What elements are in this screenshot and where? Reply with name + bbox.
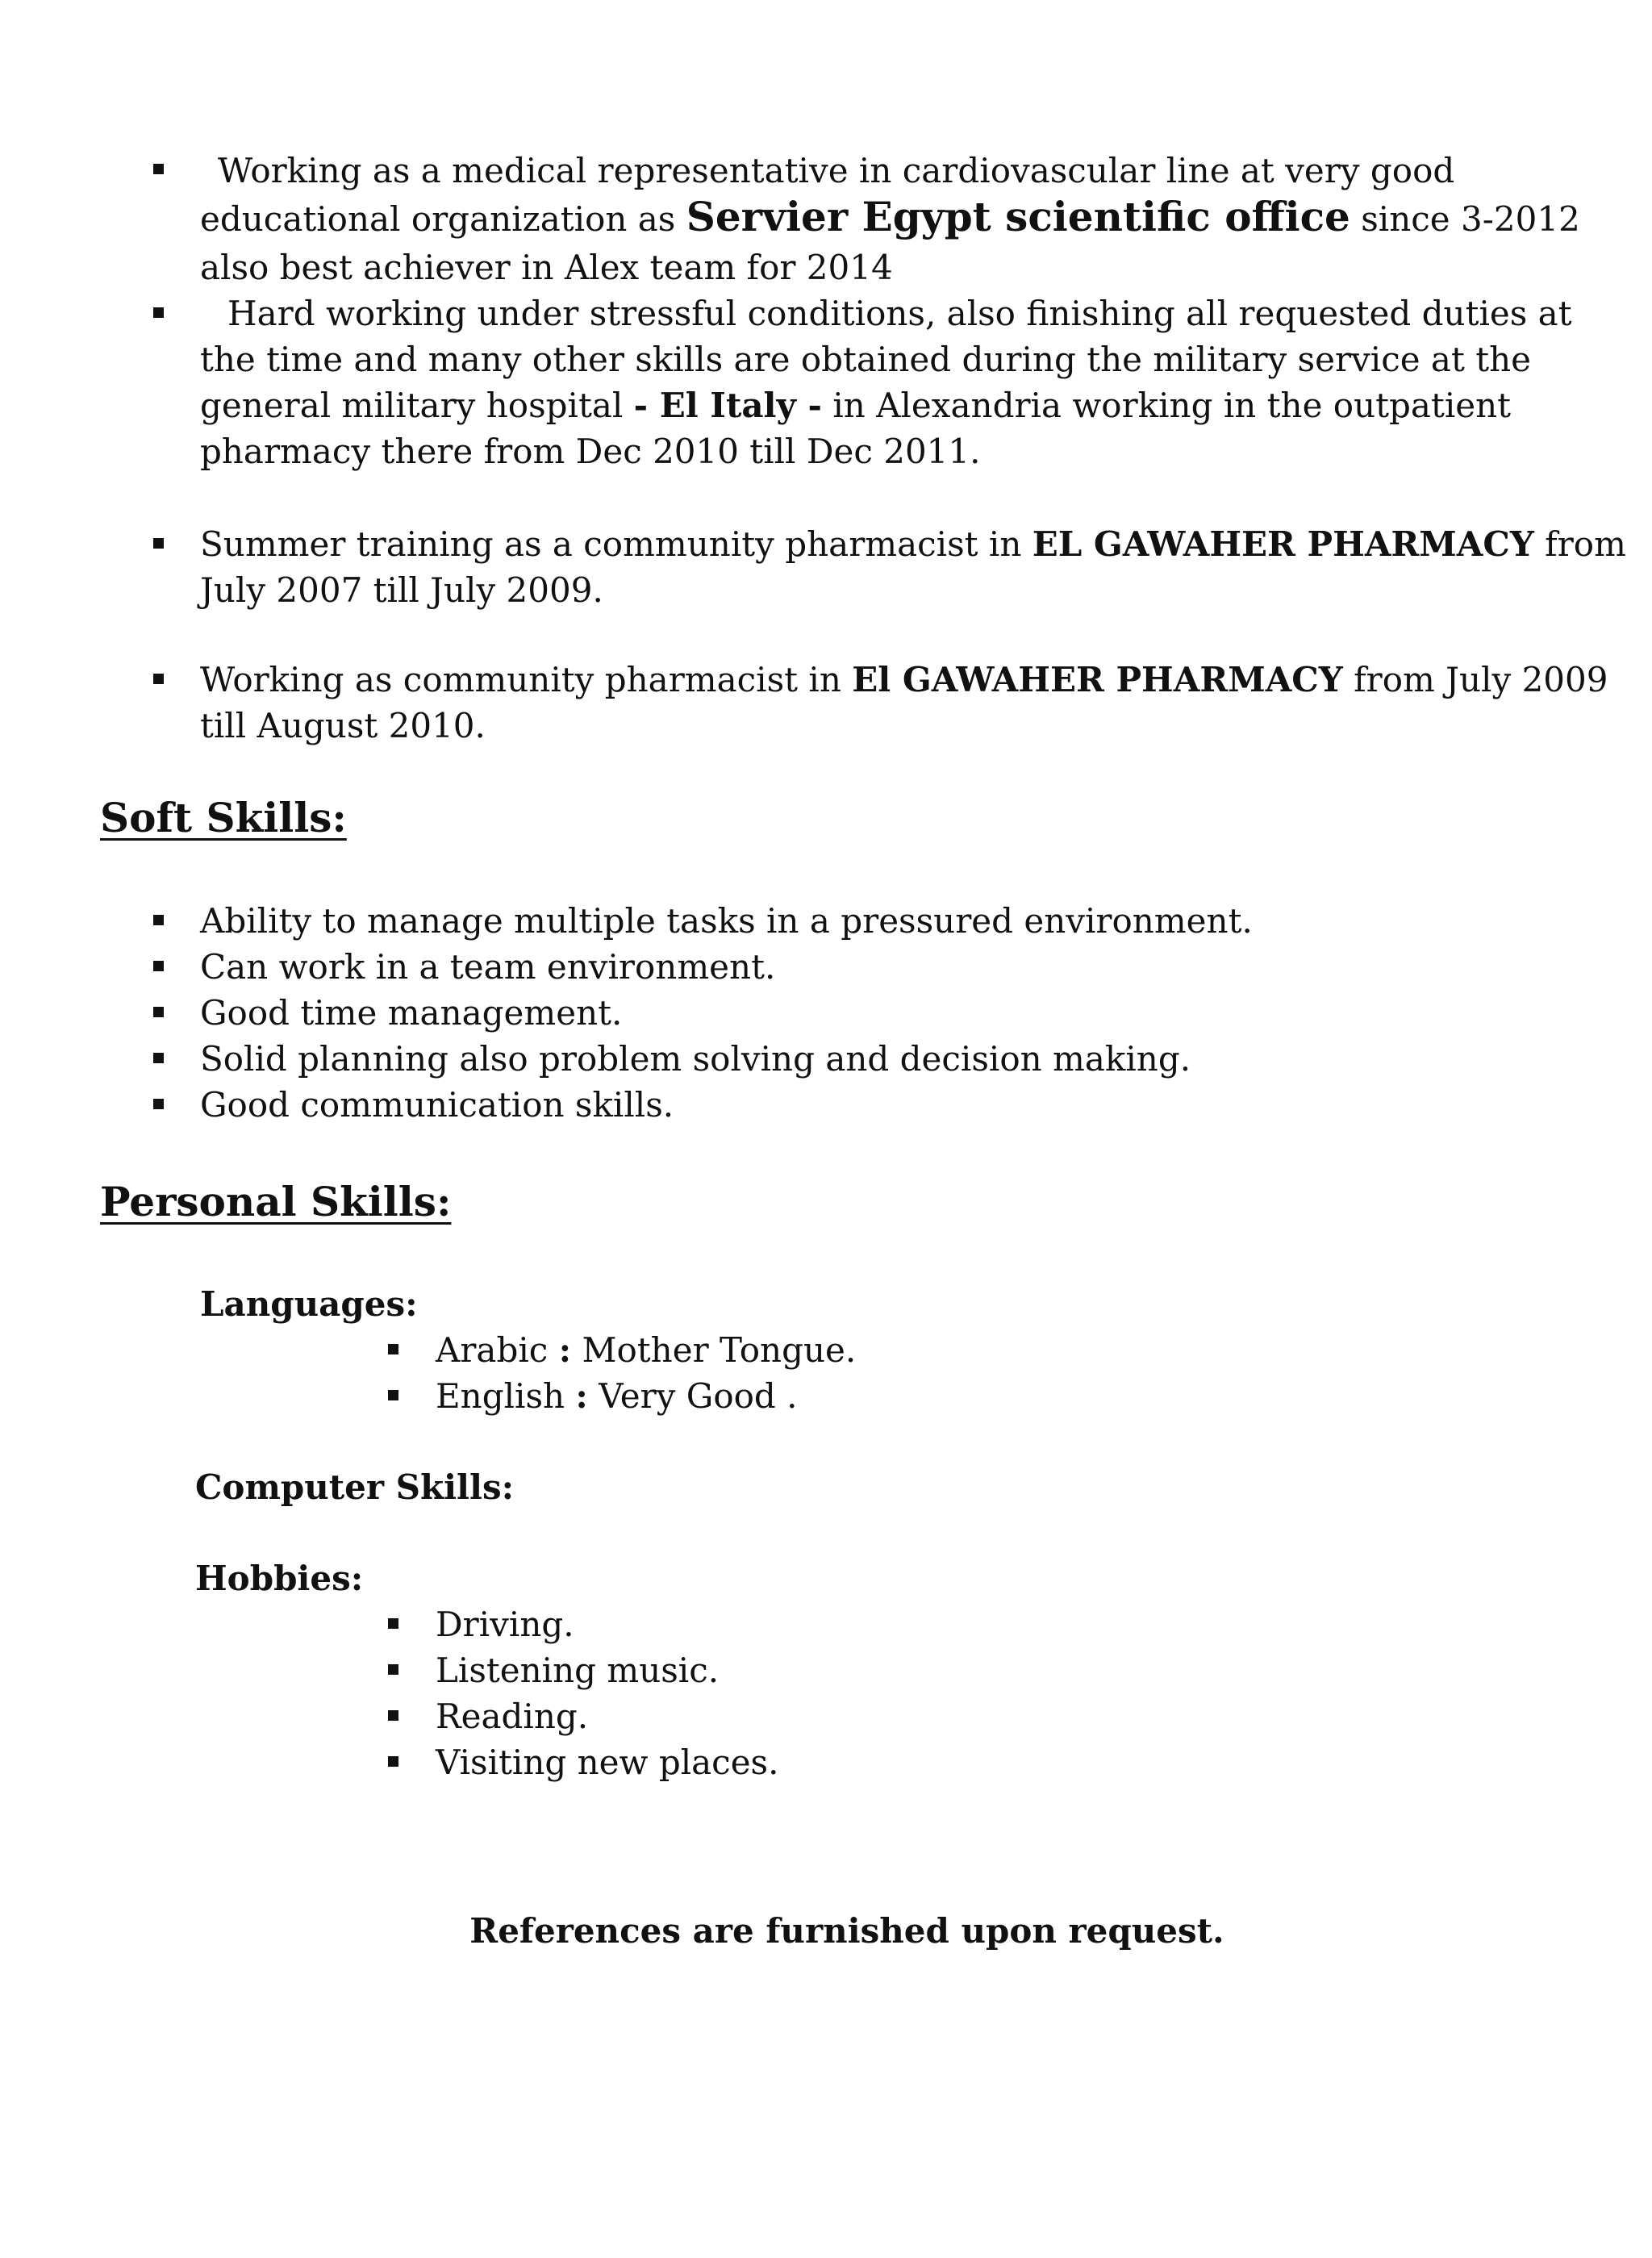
exp3-line1	[200, 521, 1626, 567]
language-sep: :	[575, 1376, 588, 1416]
soft-skill-item: Ability to manage multiple tasks in a pressured environment.	[200, 901, 1253, 941]
exp2-hospital: - El Italy -	[633, 386, 822, 425]
exp3-text: Summer training as a community pharmacist in	[200, 524, 1032, 564]
exp3-text-end: from	[1533, 524, 1626, 564]
exp1-employer: Servier Egypt scientific office	[686, 193, 1350, 240]
bullet-icon	[388, 1390, 398, 1400]
language-item	[436, 1327, 856, 1373]
exp4-line2: till August 2010.	[200, 706, 486, 745]
hobby-item: Reading.	[436, 1697, 589, 1736]
exp3-pharmacy: EL GAWAHER PHARMACY	[1032, 524, 1534, 564]
exp1-line3: also best achiever in Alex team for 2014	[200, 248, 893, 287]
bullet-icon	[153, 538, 164, 549]
exp2-line1: Hard working under stressful conditions, also finishing all requested duties at	[227, 294, 1572, 333]
bullet-icon	[388, 1756, 398, 1767]
exp3-line2: July 2007 till July 2009.	[200, 570, 603, 610]
language-sep: :	[558, 1330, 572, 1370]
exp1-date: since 3-2012	[1350, 199, 1580, 239]
hobby-item: Listening music.	[436, 1651, 720, 1690]
personal-skills-heading: Personal Skills:	[100, 1178, 452, 1225]
language-name: Arabic	[436, 1330, 559, 1370]
soft-skill-item: Good time management.	[200, 993, 623, 1033]
exp4-text: Working as community pharmacist in	[200, 660, 853, 699]
exp2-line4: pharmacy there from Dec 2010 till Dec 2011.	[200, 432, 981, 471]
exp1-line1: Working as a medical representative in cardiovascular line at very good	[218, 151, 1455, 190]
soft-skill-item: Solid planning also problem solving and decision making.	[200, 1039, 1191, 1079]
language-item	[436, 1373, 797, 1419]
exp2-text-end: in Alexandria working in the outpatient	[821, 386, 1512, 425]
bullet-icon	[153, 961, 164, 971]
bullet-icon	[388, 1664, 398, 1675]
computer-skills-heading: Computer Skills:	[195, 1467, 515, 1507]
bullet-icon	[388, 1344, 398, 1354]
exp4-text-end: from July 2009	[1342, 660, 1608, 699]
languages-heading: Languages:	[200, 1284, 418, 1324]
exp2-line2: the time and many other skills are obtained during the military service at the	[200, 340, 1531, 379]
bullet-icon	[153, 307, 164, 318]
exp1-line2	[200, 194, 1580, 242]
bullet-icon	[388, 1710, 398, 1721]
exp1-text: educational organization as	[200, 199, 686, 239]
soft-skills-heading: Soft Skills:	[100, 794, 347, 841]
exp4-pharmacy: El GAWAHER PHARMACY	[852, 660, 1343, 699]
bullet-icon	[153, 1053, 164, 1063]
language-level: Mother Tongue.	[571, 1330, 857, 1370]
bullet-icon	[153, 674, 164, 684]
references-note: References are furnished upon request.	[469, 1911, 1224, 1951]
hobby-item: Visiting new places.	[436, 1743, 779, 1782]
soft-skill-item: Can work in a team environment.	[200, 947, 776, 987]
hobby-item: Driving.	[436, 1605, 574, 1644]
bullet-icon	[153, 1007, 164, 1017]
exp2-line3	[200, 382, 1511, 428]
bullet-icon	[153, 164, 164, 174]
exp2-text: general military hospital	[200, 386, 634, 425]
bullet-icon	[388, 1618, 398, 1629]
exp4-line1	[200, 657, 1608, 703]
bullet-icon	[153, 915, 164, 925]
language-level: Very Good .	[587, 1376, 798, 1416]
hobbies-heading: Hobbies:	[195, 1559, 364, 1598]
soft-skill-item: Good communication skills.	[200, 1085, 674, 1125]
language-name: English	[436, 1376, 576, 1416]
bullet-icon	[153, 1099, 164, 1109]
